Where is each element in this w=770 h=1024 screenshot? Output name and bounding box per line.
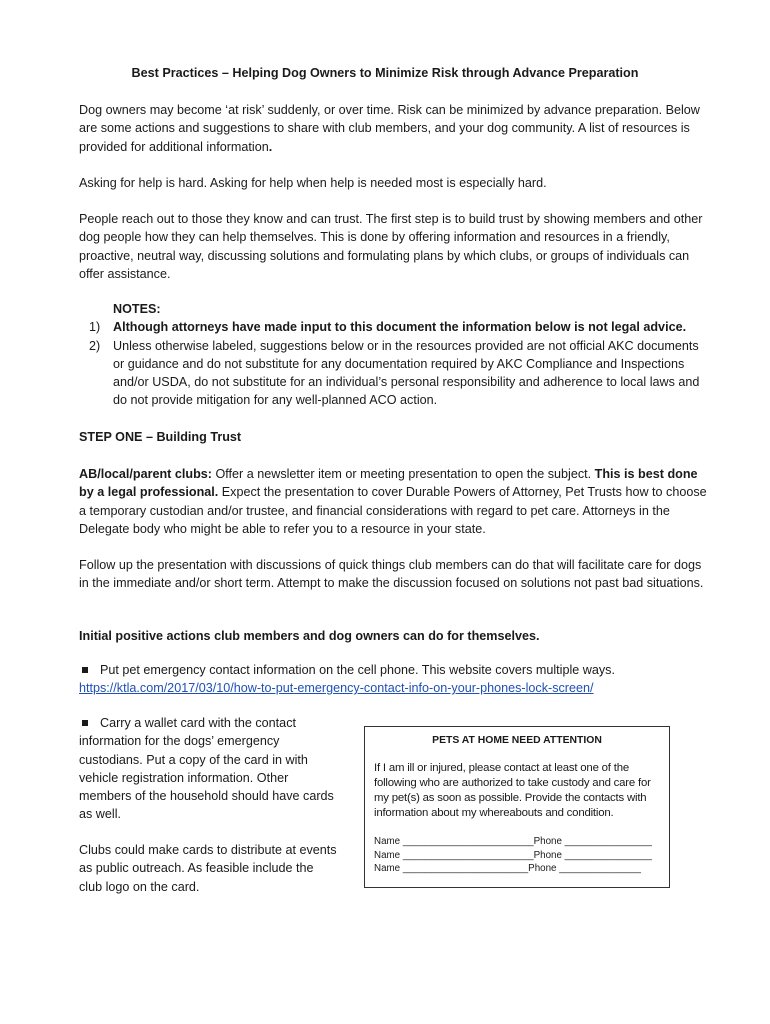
clubs-text-1: Offer a newsletter item or meeting presentation to open the subject. — [211, 467, 595, 481]
intro-paragraph — [79, 101, 711, 156]
bullet-square-icon — [82, 667, 88, 673]
note-item-2 — [80, 337, 710, 410]
step-one-heading: STEP ONE – Building Trust — [79, 430, 242, 444]
emergency-wallet-card — [364, 726, 670, 888]
note-text: Unless otherwise labeled, suggestions below or in the resources provided are not official AKC documents or guidance and do not substitute for any documentation required by AKC Compliance and Inspections and/or USDA, do not substitute for an individual’s personal responsibility and adherence to local laws and do not provide mitigation for any well-planned ACO action. — [113, 338, 700, 408]
clubs-text-2: Expect the presentation to cover Durable Powers of Attorney, Pet Trusts how to choose a temporary custodian and/or trustee, and financial considerations with regard to pet care. Attorneys in the Delegate body who might be able to refer you to a resource in your state. — [79, 485, 707, 536]
notes-section — [80, 300, 710, 410]
bullet-text: Put pet emergency contact information on the cell phone. This website covers multiple ways. — [100, 663, 615, 677]
card-contact-lines — [374, 835, 652, 876]
clubs-cards-line: Clubs could make cards to distribute at events — [79, 843, 337, 857]
bullet-wallet-card — [79, 714, 369, 824]
card-body: If I am ill or injured, please contact at least one of the following who are authorized to take custody and care for my pet(s) as soon as possible. Provide the contacts with information about my whereabouts and condition. — [374, 762, 651, 819]
trust-paragraph: People reach out to those they know and can trust. The first step is to build trust by showing members and other dog people how they can help themselves. This is done by offering information and resources in a friendly, proactive, neutral way, discussing solutions and formulating plans by which clubs, or groups of individuals can offer assistance. — [79, 212, 703, 281]
document-title: Best Practices – Helping Dog Owners to Minimize Risk through Advance Preparation — [131, 66, 639, 80]
bullet-line: vehicle registration information. Other — [79, 770, 289, 785]
bullet-line: Carry a wallet card with the contact — [100, 716, 296, 730]
bullet-line: members of the household should have cards — [79, 789, 334, 804]
clubs-paragraph — [79, 465, 711, 538]
card-title: PETS AT HOME NEED ATTENTION — [432, 735, 602, 746]
clubs-bold: This is best done by a legal professional. — [79, 467, 698, 500]
initial-actions-heading: Initial positive actions club members and dog owners can do for themselves. — [79, 629, 540, 643]
notes-heading: NOTES: — [113, 302, 161, 316]
bullet-line: as well. — [79, 807, 121, 822]
note-number: 2) — [89, 338, 101, 353]
asking-help-paragraph: Asking for help is hard. Asking for help when help is needed most is especially hard. — [79, 176, 547, 190]
follow-up-paragraph: Follow up the presentation with discussions of quick things club members can do that will facilitate care for dogs in the immediate and/or short term. Attempt to make the discussion focused on solutions not past bad situations. — [79, 558, 704, 591]
clubs-cards-paragraph — [79, 841, 369, 896]
bullet-square-icon — [82, 720, 88, 726]
card-contact-line: Name _______________________Phone _______________ — [374, 863, 641, 874]
clubs-label: AB/local/parent clubs: — [79, 467, 212, 481]
ktla-link[interactable]: https://ktla.com/2017/03/10/how-to-put-emergency-contact-info-on-your-phones-lock-screen/ — [79, 681, 594, 696]
intro-text: Dog owners may become ‘at risk’ suddenly, or over time. Risk can be minimized by advance preparation. Below are some actions and suggestions to share with club members, and your dog community. A list of resources is provided for additional information — [79, 103, 700, 154]
clubs-cards-line: club logo on the card. — [79, 879, 200, 894]
note-item-1 — [80, 318, 710, 336]
card-contact-line: Name ________________________Phone ________________ — [374, 849, 652, 861]
bullet-phone-contact — [79, 661, 719, 698]
clubs-cards-line: as public outreach. As feasible include the — [79, 861, 314, 876]
note-text: Although attorneys have made input to this document the information below is not legal advice. — [113, 320, 687, 335]
intro-end: . — [268, 139, 273, 154]
note-number: 1) — [89, 320, 101, 335]
bullet-line: information for the dogs’ emergency — [79, 734, 280, 749]
bullet-line: custodians. Put a copy of the card in with — [79, 752, 308, 767]
card-contact-line: Name ________________________Phone ________________ — [374, 836, 652, 847]
